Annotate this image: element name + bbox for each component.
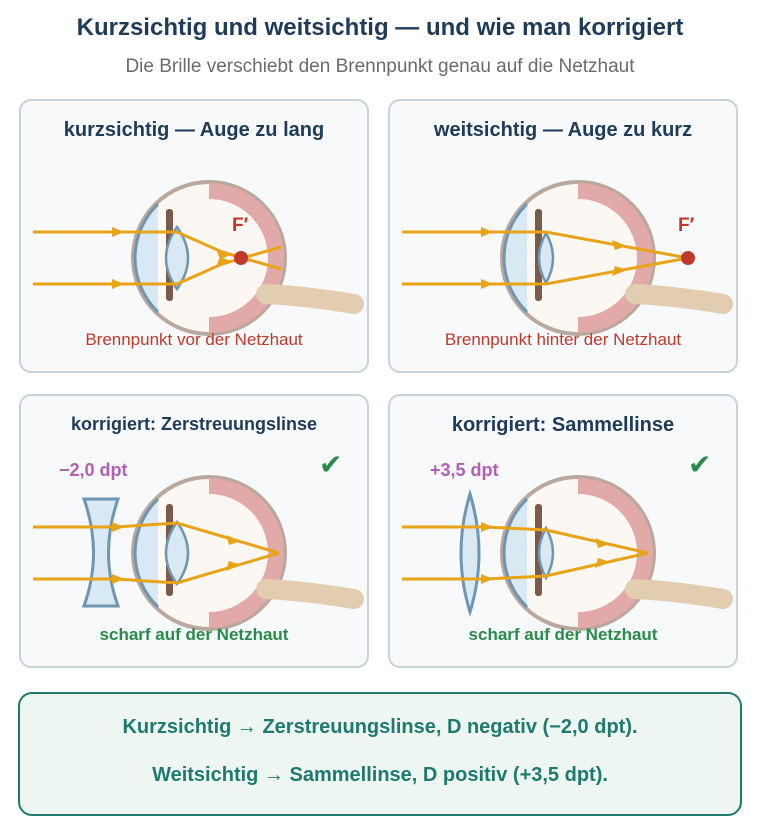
eye-lens: [539, 233, 553, 283]
checkmark-icon: ✔: [319, 449, 343, 480]
panel-title-converging: korrigiert: Sammellinse: [451, 414, 675, 436]
panel-corrected-diverging: [19, 394, 369, 668]
summary-line-myopia: Kurzsichtig → Zerstreuungslinse, D negativ (−2,0 dpt).: [122, 716, 638, 738]
panel-title-myopia: kurzsichtig — Auge zu lang: [63, 119, 325, 141]
focal-label: F′: [678, 215, 695, 236]
focal-point: [681, 251, 695, 265]
cornea: [135, 204, 158, 312]
summary-line-hyperopia: Weitsichtig → Sammellinse, D positiv (+3,5 dpt).: [152, 764, 608, 786]
page-title: Kurzsichtig und weitsichtig — und wie man korrigiert: [76, 14, 684, 41]
eye-lens: [539, 528, 553, 578]
panel-myopia: [19, 99, 369, 373]
caption-hyperopia: Brennpunkt hinter der Netzhaut: [444, 330, 682, 349]
panel-corrected-converging: [388, 394, 738, 668]
caption-myopia: Brennpunkt vor der Netzhaut: [85, 330, 303, 349]
optic-nerve: [635, 294, 723, 304]
cornea: [504, 204, 527, 312]
panel-title-hyperopia: weitsichtig — Auge zu kurz: [433, 119, 693, 141]
checkmark-icon: ✔: [688, 449, 712, 480]
page-subtitle: Die Brille verschiebt den Brennpunkt genau auf die Netzhaut: [125, 56, 635, 77]
lens-power-diverging: −2,0 dpt: [59, 460, 128, 480]
panel-hyperopia: [388, 99, 738, 373]
caption-diverging: scharf auf der Netzhaut: [99, 625, 289, 644]
lens-power-converging: +3,5 dpt: [430, 460, 499, 480]
converging-lens: [461, 494, 479, 612]
cornea: [135, 499, 158, 607]
diverging-lens: [84, 499, 118, 606]
panel-title-diverging: korrigiert: Zerstreuungslinse: [70, 414, 318, 434]
cornea: [504, 499, 527, 607]
caption-converging: scharf auf der Netzhaut: [468, 625, 658, 644]
optic-nerve: [266, 294, 354, 304]
summary-box: [18, 692, 742, 816]
optic-nerve: [635, 589, 723, 599]
focal-point: [234, 251, 248, 265]
optic-nerve: [266, 589, 354, 599]
focal-label: F′: [232, 215, 249, 236]
